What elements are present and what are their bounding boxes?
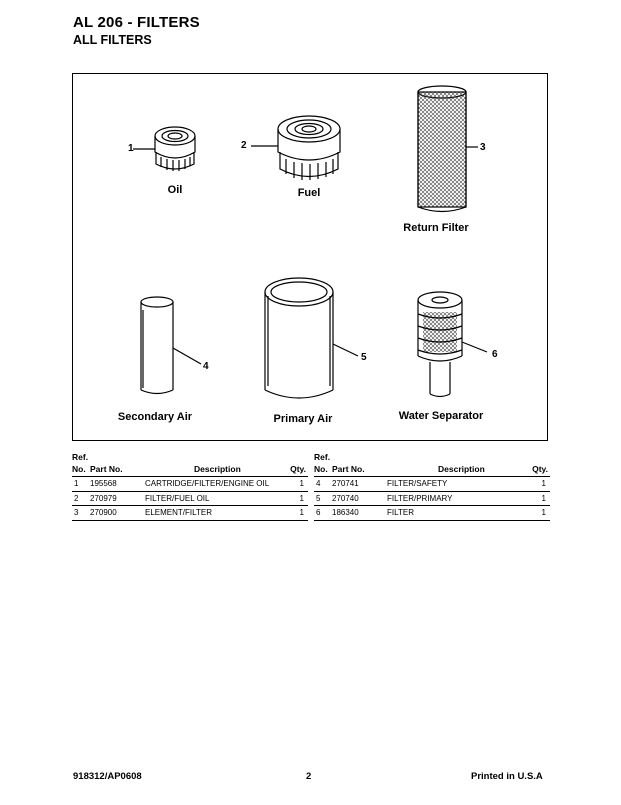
cell-description: ELEMENT/FILTER [145,508,212,517]
cell-description: FILTER/SAFETY [387,479,448,488]
cell-part-no: 270979 [90,493,117,503]
table-row [314,506,550,521]
cell-description: FILTER/PRIMARY [387,493,453,503]
footer-page-number: 2 [306,771,312,782]
header-part-no: Part No. [90,464,123,474]
cell-description: CARTRIDGE/FILTER/ENGINE OIL [145,479,270,488]
table-row [72,506,308,521]
cell-ref-no: 3 [74,508,79,517]
header-ref: Ref. [314,452,331,462]
filters-drawing [73,74,547,440]
page-title: AL 206 - FILTERS [73,14,200,31]
table-header [314,452,550,477]
table-row [72,492,308,507]
cell-qty: 1 [541,508,546,517]
label-primary-air: Primary Air [273,413,333,425]
cell-ref-no: 6 [316,508,321,517]
page-subtitle: ALL FILTERS [73,33,152,47]
footer-doc-number: 918312/AP0608 [73,771,142,782]
table-row [72,477,308,492]
cell-ref-no: 2 [74,493,79,503]
header-qty: Qty. [532,464,548,474]
header-qty: Qty. [290,464,306,474]
cell-ref-no: 4 [316,479,321,488]
label-return-filter: Return Filter [403,222,469,234]
callout-2: 2 [241,140,247,151]
footer-printed: Printed in U.S.A [471,771,543,782]
oil-filter-drawing [133,127,195,171]
header-no: No. [72,464,86,474]
callout-5: 5 [361,352,367,363]
header-description: Description [194,464,241,474]
callout-3: 3 [480,142,486,153]
filters-illustration [72,73,548,441]
cell-description: FILTER [387,508,414,517]
callout-6: 6 [492,349,498,360]
callout-4: 4 [203,361,209,372]
table-row [314,492,550,507]
header-ref: Ref. [72,452,89,462]
header-no: No. [314,464,328,474]
cell-ref-no: 5 [316,493,321,503]
cell-part-no: 270740 [332,493,359,503]
cell-part-no: 270741 [332,479,359,488]
header-description: Description [438,464,485,474]
header-part-no: Part No. [332,464,365,474]
table-row [314,477,550,492]
cell-qty: 1 [299,493,304,503]
label-secondary-air: Secondary Air [117,411,193,423]
cell-part-no: 195568 [90,479,117,488]
cell-description: FILTER/FUEL OIL [145,493,210,503]
label-water-separator: Water Separator [398,410,484,422]
cell-ref-no: 1 [74,479,79,488]
fuel-filter-drawing [251,116,340,180]
secondary-air-drawing [141,297,201,394]
cell-part-no: 270900 [90,508,117,517]
cell-qty: 1 [541,479,546,488]
label-oil: Oil [167,184,183,196]
callout-1: 1 [128,143,134,154]
parts-table-right [314,452,550,521]
primary-air-drawing [265,278,358,398]
water-separator-drawing [418,292,487,397]
table-header [72,452,308,477]
cell-qty: 1 [299,479,304,488]
return-filter-drawing [418,86,478,212]
label-fuel: Fuel [297,187,321,199]
cell-qty: 1 [541,493,546,503]
cell-part-no: 186340 [332,508,359,517]
parts-table-left [72,452,308,521]
cell-qty: 1 [299,508,304,517]
